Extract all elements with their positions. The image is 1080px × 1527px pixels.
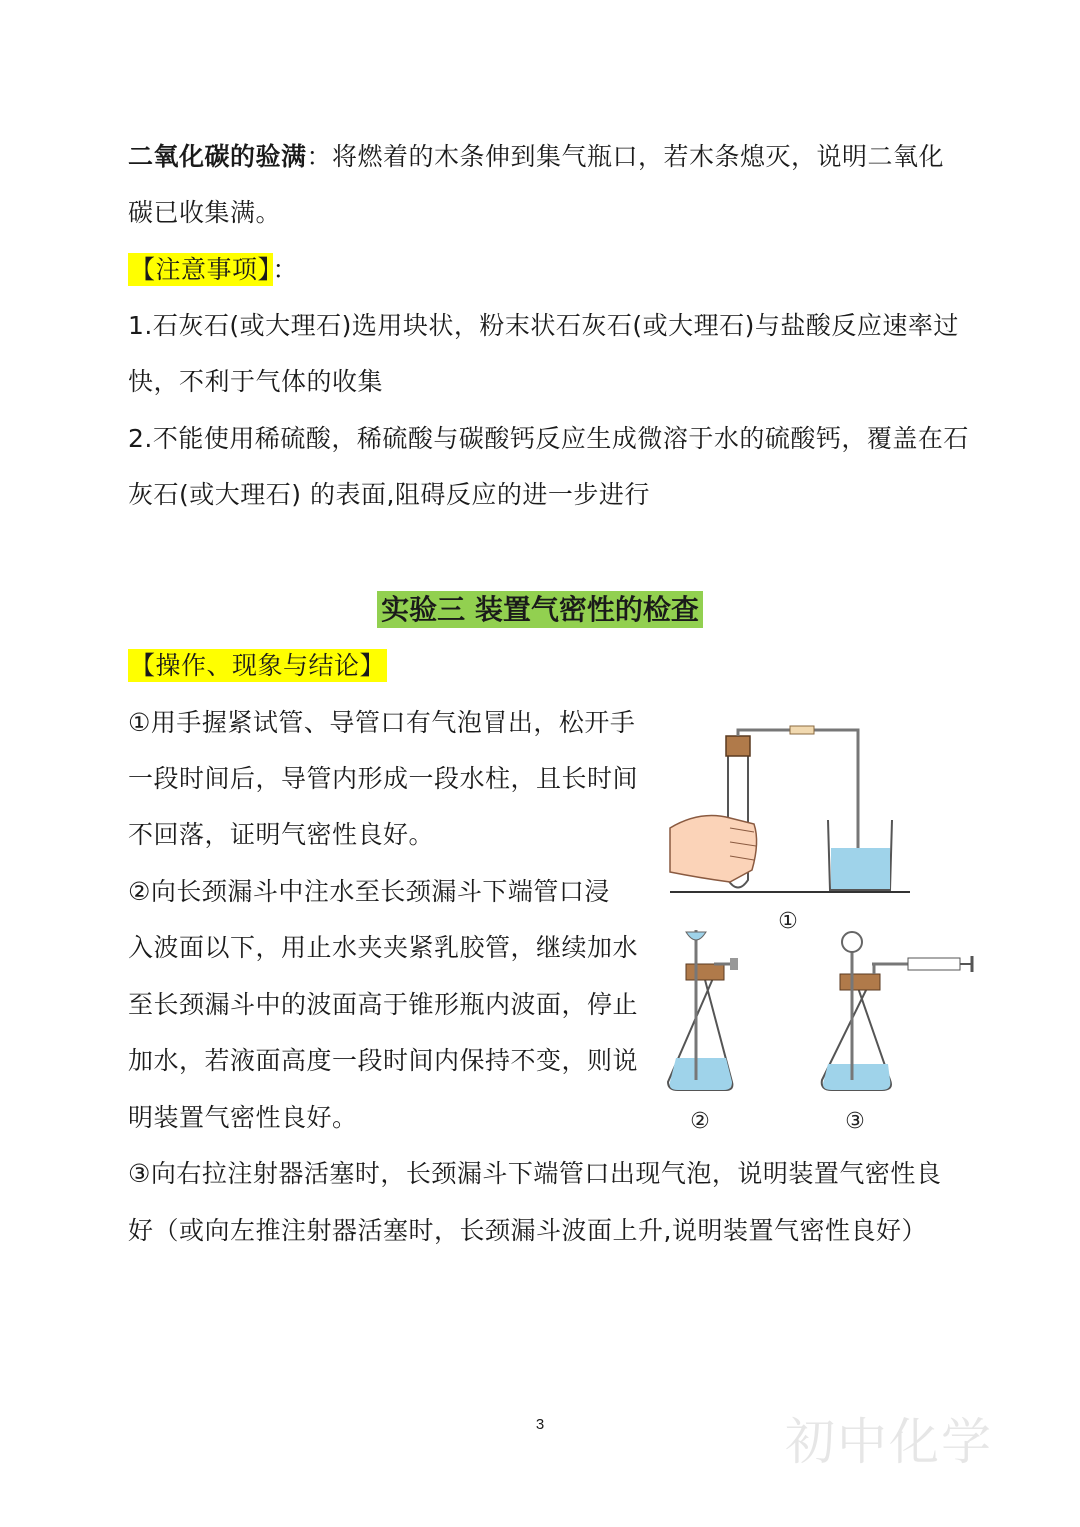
notes-label: 【注意事项】 [130, 255, 271, 284]
note-1-line1: 1.石灰石(或大理石)选用块状，粉末状石灰石(或大理石)与盐酸反应速率过 [128, 311, 959, 340]
figure-2-funnel-flask [668, 930, 738, 1090]
notes-heading [128, 242, 298, 298]
step2-line: 入波面以下，用止水夹夹紧乳胶管，继续加水 [128, 933, 639, 962]
step2-line: 加水，若液面高度一段时间内保持不变，则说 [128, 1046, 639, 1075]
step3-line: 好（或向左推注射器活塞时，长颈漏斗波面上升,说明装置气密性良好） [128, 1216, 927, 1245]
apparatus-illustration [660, 720, 980, 1140]
figure-3-funnel-syringe [822, 932, 972, 1090]
figure-1-test-tube-hand [670, 726, 910, 892]
experiment-3-title: 实验三 装置气密性的检查 [377, 591, 703, 628]
step1-line: 一段时间后，导管内形成一段水柱，且长时间 [128, 764, 639, 793]
watermark-text: 初中化学 [785, 1413, 993, 1471]
page-number: 3 [535, 1416, 545, 1433]
step2-line: 明装置气密性良好。 [128, 1103, 358, 1132]
note-2-line2: 灰石(或大理石) 的表面,阻碍反应的进一步进行 [128, 480, 650, 509]
figure-3-label: ③ [845, 1109, 865, 1134]
co2-check-colon: ： [306, 142, 333, 171]
step2-line: 至长颈漏斗中的波面高于锥形瓶内波面，停止 [128, 990, 639, 1019]
notes-colon: ： [272, 255, 299, 284]
note-2-line1: 2.不能使用稀硫酸，稀硫酸与碳酸钙反应生成微溶于水的硫酸钙，覆盖在石 [128, 424, 969, 453]
figure-2-label: ② [690, 1109, 710, 1134]
ops-heading [128, 638, 387, 694]
step1-line: ①用手握紧试管、导管口有气泡冒出，松开手 [128, 708, 636, 737]
step1-line: 不回落，证明气密性良好。 [128, 820, 435, 849]
note-1-line2: 快，不利于气体的收集 [128, 367, 384, 396]
step2-line: ②向长颈漏斗中注水至长颈漏斗下端管口浸 [128, 877, 610, 906]
co2-check-paragraph [128, 129, 944, 185]
co2-check-line2: 碳已收集满。 [128, 198, 282, 227]
experiment-3-heading [0, 588, 1080, 628]
co2-check-line1: 将燃着的木条伸到集气瓶口，若木条熄灭，说明二氧化 [332, 142, 945, 171]
ops-label: 【操作、现象与结论】 [130, 651, 386, 680]
step3-line: ③向右拉注射器活塞时，长颈漏斗下端管口出现气泡，说明装置气密性良 [128, 1159, 942, 1188]
figure-1-label: ① [778, 909, 798, 934]
co2-check-title: 二氧化碳的验满 [128, 142, 307, 171]
